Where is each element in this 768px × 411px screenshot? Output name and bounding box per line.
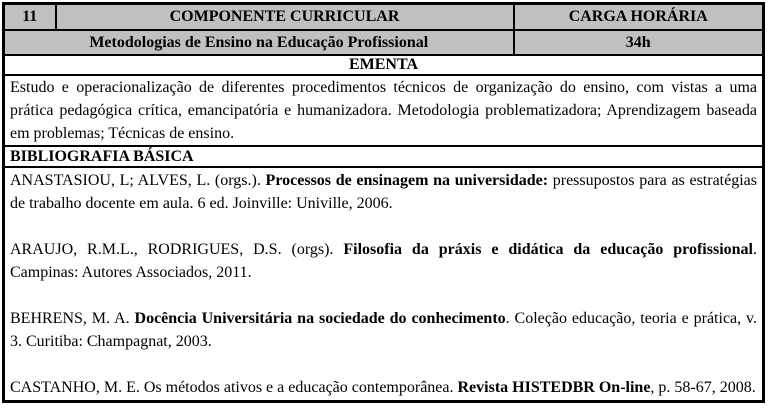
course-number-cell: 11: [4, 4, 56, 31]
bibliography-entry-text: ANASTASIOU, L; ALVES, L. (orgs.).: [10, 172, 266, 189]
bibliography-entry: [10, 169, 757, 215]
bibliography-entry: [10, 238, 757, 284]
ementa-text: Estudo e operacionalização de diferentes procedimentos técnicos de organização do ensino, com vistas a uma prática pedagógica crítica, emancipatória e humanizadora. Metodologia problematizadora; Aprendizagem baseada em problemas; Técnicas de ensino.: [4, 75, 764, 146]
course-hours-cell: 34h: [514, 30, 764, 55]
bibliography-entry: [10, 376, 757, 399]
bibliography-title-row: [4, 146, 764, 167]
bibliography-entry-title: Processos de ensinagem na universidade:: [265, 172, 549, 189]
course-name-cell: Metodologias de Ensino na Educação Profissional: [4, 30, 514, 55]
course-row: [4, 30, 764, 55]
header-row: [4, 4, 764, 31]
bibliography-entry-text: ARAUJO, R.M.L., RODRIGUES, D.S. (orgs).: [10, 241, 344, 258]
bibliography-entry-text: , p. 58-67, 2008.: [650, 379, 756, 396]
component-header-cell: COMPONENTE CURRICULAR: [56, 4, 514, 31]
bibliography-title: BIBLIOGRAFIA BÁSICA: [4, 146, 764, 167]
bibliography-entry-text: . Campinas: Autores Associados, 2011.: [10, 241, 757, 281]
bibliography-entry: [10, 307, 757, 353]
bibliography-entry-text: BEHRENS, M. A.: [10, 310, 135, 327]
hours-header-cell: CARGA HORÁRIA: [514, 4, 764, 31]
ementa-title-row: [4, 55, 764, 75]
bibliography-entry-text: . Coleção educação, teoria e prática, v. 3. Curitiba: Champagnat, 2003.: [10, 310, 758, 350]
bibliography-entry-title: Revista HISTEDBR On-line: [457, 379, 651, 396]
bibliography-entry-text: CASTANHO, M. E. Os métodos ativos e a educação contemporânea.: [10, 379, 458, 396]
bibliography-row: [4, 167, 764, 402]
bibliography-entry-text: pressupostos para as estratégias de trabalho docente em aula. 6 ed. Joinville: Univille, 2006.: [10, 172, 757, 212]
bibliography-list: [4, 167, 764, 402]
ementa-title: EMENTA: [4, 55, 764, 75]
bibliography-entry-title: Docência Universitária na sociedade do conhecimento: [134, 310, 506, 327]
bibliography-entry-title: Filosofia da práxis e didática da educação profissional: [343, 241, 753, 258]
ementa-text-row: [4, 75, 764, 146]
curriculum-table: [2, 2, 765, 403]
